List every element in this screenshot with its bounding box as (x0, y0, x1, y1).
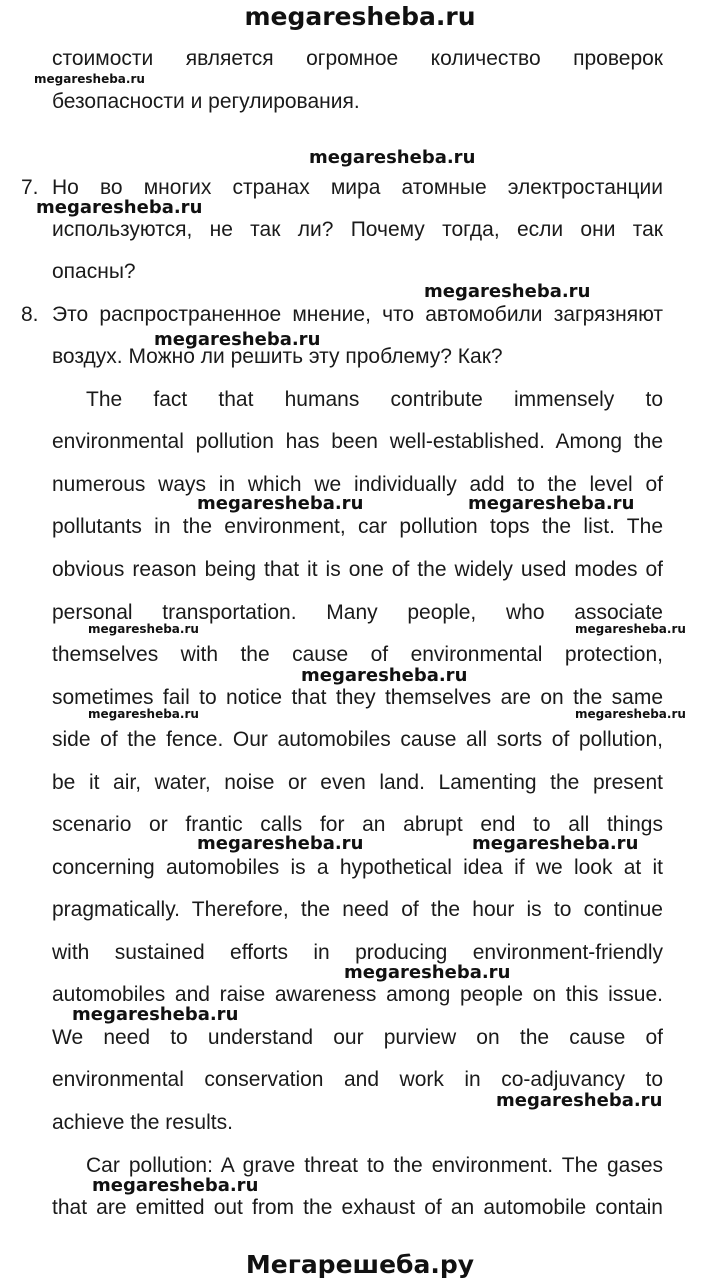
text-line: We need to understand our purview on the cause of (52, 1026, 663, 1049)
text-line: personal transportation. Many people, who associate (52, 601, 663, 624)
text-line: numerous ways in which we individually add to the level of (52, 473, 663, 496)
text-line: используются, не так ли? Почему тогда, если они так (52, 218, 663, 241)
text-line: concerning automobiles is a hypothetical idea if we look at it (52, 856, 663, 879)
text-line: themselves with the cause of environmental protection, (52, 643, 663, 666)
watermark: megaresheba.ru (301, 665, 468, 686)
text-line: automobiles and raise awareness among people on this issue. (52, 983, 663, 1006)
watermark: megaresheba.ru (496, 1090, 663, 1111)
text-line: безопасности и регулирования. (52, 90, 360, 113)
text-line: environmental pollution has been well-established. Among the (52, 430, 663, 453)
text-line: The fact that humans contribute immensely to (86, 388, 663, 411)
text-line: Но во многих странах мира атомные электростанции (52, 176, 663, 199)
text-line: achieve the results. (52, 1111, 233, 1134)
watermark: megaresheba.ru (472, 833, 639, 854)
text-line: pragmatically. Therefore, the need of the hour is to continue (52, 898, 663, 921)
text-line: be it air, water, noise or even land. Lamenting the present (52, 771, 663, 794)
text-line: воздух. Можно ли решить эту проблему? Как? (52, 345, 503, 368)
site-footer: Мегарешеба.ру (245, 1250, 475, 1279)
text-line: side of the fence. Our automobiles cause all sorts of pollution, (52, 728, 663, 751)
site-header: megaresheba.ru (244, 2, 476, 31)
watermark: megaresheba.ru (88, 707, 199, 721)
watermark: megaresheba.ru (468, 493, 635, 514)
watermark: megaresheba.ru (34, 72, 145, 86)
text-line: obvious reason being that it is one of the widely used modes of (52, 558, 663, 581)
text-line: environmental conservation and work in co-adjuvancy to (52, 1068, 663, 1091)
watermark: megaresheba.ru (197, 833, 364, 854)
watermark: megaresheba.ru (575, 622, 686, 636)
text-line: стоимости является огромное количество проверок (52, 47, 663, 70)
watermark: megaresheba.ru (72, 1004, 239, 1025)
watermark: megaresheba.ru (344, 962, 511, 983)
watermark: megaresheba.ru (36, 197, 203, 218)
watermark: megaresheba.ru (424, 281, 591, 302)
text-line: that are emitted out from the exhaust of an automobile contain (52, 1196, 663, 1219)
text-line: Это распространенное мнение, что автомобили загрязняют (52, 303, 663, 326)
text-line: with sustained efforts in producing environment-friendly (52, 941, 663, 964)
list-number: 8. (21, 303, 39, 326)
watermark: megaresheba.ru (88, 622, 199, 636)
text-line: scenario or frantic calls for an abrupt end to all things (52, 813, 663, 836)
text-line: опасны? (52, 260, 136, 283)
watermark: megaresheba.ru (197, 493, 364, 514)
list-number: 7. (21, 176, 39, 199)
watermark: megaresheba.ru (309, 147, 476, 168)
watermark: megaresheba.ru (92, 1175, 259, 1196)
watermark: megaresheba.ru (154, 329, 321, 350)
text-line: pollutants in the environment, car pollution tops the list. The (52, 515, 663, 538)
watermark: megaresheba.ru (575, 707, 686, 721)
text-line: sometimes fail to notice that they themselves are on the same (52, 686, 663, 709)
text-line: Car pollution: A grave threat to the environment. The gases (86, 1154, 663, 1177)
